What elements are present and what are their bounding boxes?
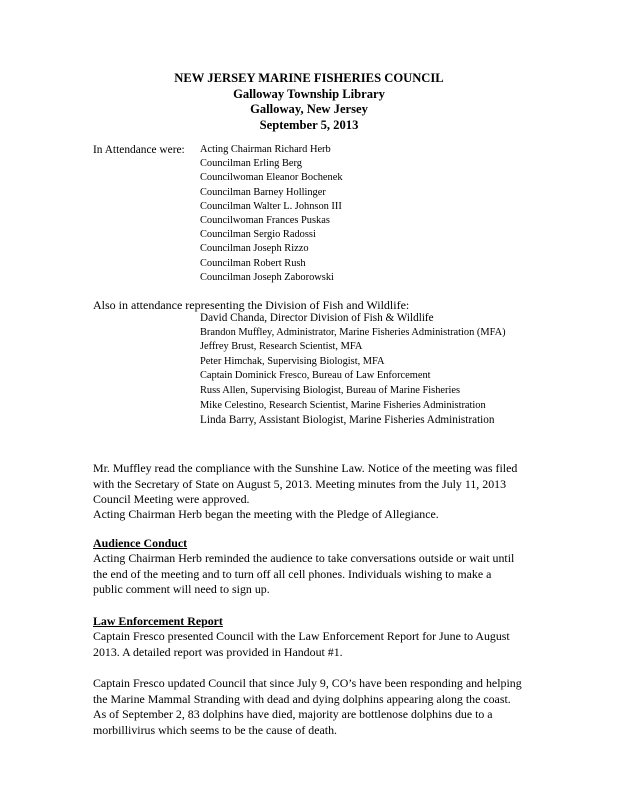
attendee: Councilman Joseph Zaborowski bbox=[200, 271, 334, 283]
attendee: Councilman Sergio Radossi bbox=[200, 229, 316, 241]
text-line: Captain Fresco updated Council that since July 9, CO’s have been responding and helping bbox=[93, 676, 522, 690]
division-label: Also in attendance representing the Division of Fish and Wildlife: bbox=[93, 298, 410, 312]
council-name: NEW JERSEY MARINE FISHERIES COUNCIL bbox=[174, 71, 444, 85]
text-line: Council Meeting were approved. bbox=[93, 492, 250, 507]
text-line: public comment will need to sign up. bbox=[93, 582, 270, 597]
attendee: Councilwoman Eleanor Bochenek bbox=[200, 172, 343, 184]
division-attendee: Jeffrey Brust, Research Scientist, MFA bbox=[200, 341, 363, 353]
division-attendee: Mike Celestino, Research Scientist, Marine Fisheries Administration bbox=[200, 399, 486, 411]
pledge-paragraph bbox=[93, 507, 533, 523]
division-attendee: David Chanda, Director Division of Fish & Wildlife bbox=[200, 312, 434, 324]
audience-conduct-title: Audience Conduct bbox=[93, 536, 188, 550]
audience-conduct-paragraph bbox=[93, 551, 533, 598]
division-attendee: Russ Allen, Supervising Biologist, Bureau of Marine Fisheries bbox=[200, 384, 461, 396]
text-line: morbillivirus which seems to be the cause of death. bbox=[93, 722, 338, 737]
venue-location: Galloway, New Jersey bbox=[250, 102, 368, 117]
division-attendee: Captain Dominick Fresco, Bureau of Law Enforcement bbox=[200, 370, 431, 382]
venue-name: Galloway Township Library bbox=[233, 86, 385, 101]
text-line: Acting Chairman Herb reminded the audience to take conversations outside or wait until bbox=[93, 551, 515, 565]
attendee: Acting Chairman Richard Herb bbox=[200, 144, 331, 155]
text-line: the Marine Mammal Stranding with dead and dying dolphins appearing along the coast. bbox=[93, 691, 511, 706]
law-enforcement-title: Law Enforcement Report bbox=[93, 614, 223, 628]
text-line: Acting Chairman Herb began the meeting with the Pledge of Allegiance. bbox=[93, 507, 439, 521]
sunshine-paragraph bbox=[93, 461, 533, 508]
division-list bbox=[200, 311, 506, 428]
attendance-label: In Attendance were: bbox=[93, 144, 185, 156]
attendee: Councilman Erling Berg bbox=[200, 158, 302, 170]
division-attendee: Peter Himchak, Supervising Biologist, MFA bbox=[200, 355, 385, 367]
law-enforcement-paragraph-2 bbox=[93, 676, 533, 738]
attendee: Councilman Walter L. Johnson III bbox=[200, 200, 342, 212]
meeting-date: September 5, 2013 bbox=[259, 117, 359, 132]
text-line: 2013. A detailed report was provided in Handout #1. bbox=[93, 644, 343, 659]
text-line: Mr. Muffley read the compliance with the Sunshine Law. Notice of the meeting was filed bbox=[93, 461, 518, 475]
law-enforcement-paragraph-1 bbox=[93, 629, 533, 660]
text-line: with the Secretary of State on August 5, 2013. Meeting minutes from the July 11, 2013 bbox=[93, 476, 507, 491]
text-line: the end of the meeting and to turn off all cell phones. Individuals wishing to make a bbox=[93, 566, 492, 581]
division-attendee: Linda Barry, Assistant Biologist, Marine Fisheries Administration bbox=[200, 414, 495, 427]
document-header bbox=[0, 71, 618, 133]
text-line: As of September 2, 83 dolphins have died, majority are bottlenose dolphins due to a bbox=[93, 707, 493, 722]
attendance-list bbox=[200, 143, 343, 285]
division-attendee: Brandon Muffley, Administrator, Marine Fisheries Administration (MFA) bbox=[200, 326, 506, 338]
attendee: Councilman Barney Hollinger bbox=[200, 186, 326, 198]
text-line: Captain Fresco presented Council with the Law Enforcement Report for June to August bbox=[93, 629, 510, 643]
attendee: Councilman Robert Rush bbox=[200, 257, 306, 269]
attendee: Councilwoman Frances Puskas bbox=[200, 215, 330, 227]
attendee: Councilman Joseph Rizzo bbox=[200, 243, 309, 255]
